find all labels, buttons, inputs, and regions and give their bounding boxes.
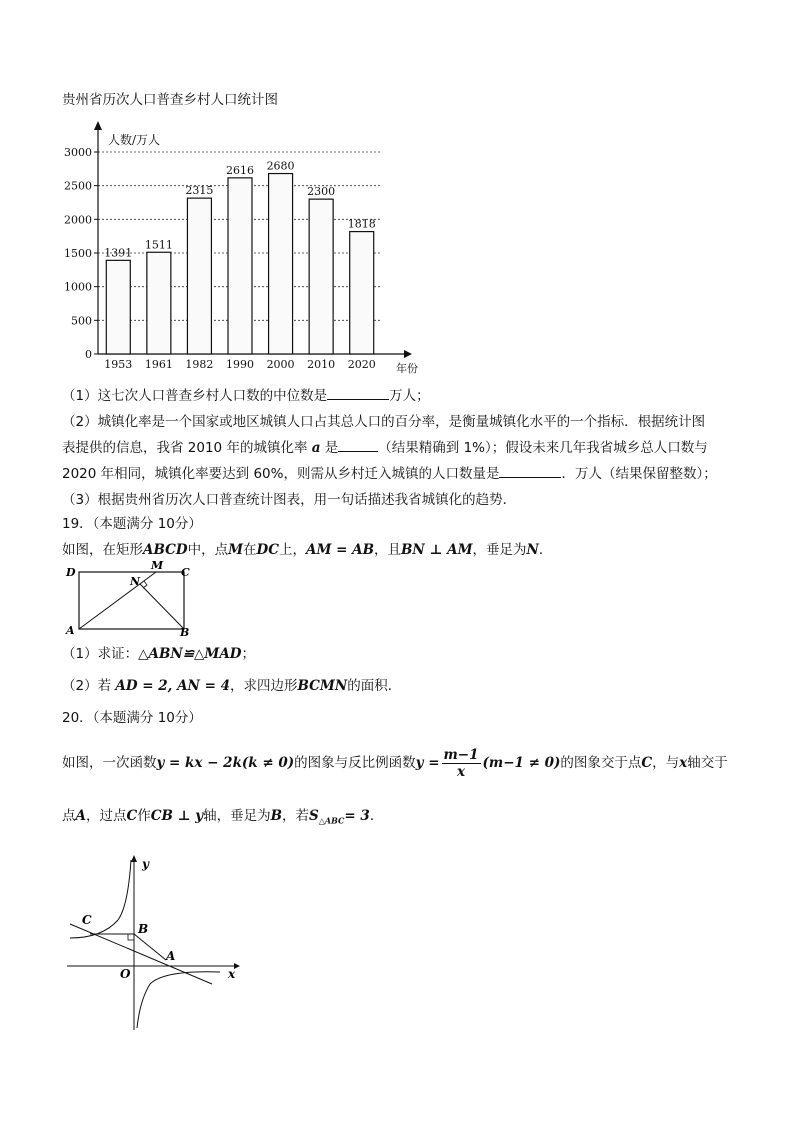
y-axis-label: 人数/万人	[108, 133, 161, 147]
x-tick-label: 2010	[307, 358, 336, 371]
rectangle-figure	[62, 560, 202, 640]
q18-part3: （3）根据贵州省历次人口普查统计图表，用一句话描述我省城镇化的趋势．	[62, 492, 517, 508]
q19-part1: （1）求证：△ABN≌△MAD；	[62, 646, 256, 662]
label-M: M	[151, 560, 164, 572]
q18-part2-line2: 表提供的信息，我省 2010 年的城镇化率 a 是 （结果精确到 1%）；假设未来几年我省城乡总人口数与	[62, 440, 708, 456]
label-D: D	[66, 566, 76, 579]
label-A: A	[66, 624, 75, 637]
answer-blank[interactable]	[499, 464, 561, 478]
x-tick-label: 2020	[347, 358, 376, 371]
q20-statement-line2: 点A，过点C作CB ⊥ y轴，垂足为B，若$S_{\triangle ABC}= 3$．	[62, 808, 384, 826]
q18-part1: （1）这七次人口普查乡村人口数的中位数是 万人；	[62, 388, 430, 404]
q19-part2: （2）若 AD = 2, AN = 4，求四边形BCMN的面积．	[62, 678, 402, 694]
y-tick-label: 1500	[64, 247, 92, 260]
x-tick-label: 2000	[266, 358, 295, 371]
answer-blank[interactable]	[338, 438, 378, 452]
y-tick-label: 500	[71, 314, 92, 328]
bar	[228, 178, 252, 354]
x-tick-label: 1961	[144, 358, 173, 371]
x-tick-label: 1990	[226, 358, 254, 371]
bar-value-label: 2300	[307, 185, 336, 199]
bar	[187, 198, 211, 354]
label-O: O	[120, 967, 131, 981]
y-tick-label: 3000	[64, 146, 92, 159]
bar	[106, 260, 130, 354]
q19-header: 19．（本题满分 10分）	[62, 516, 202, 532]
x-tick-label: 1982	[185, 358, 214, 371]
y-tick-label: 0	[85, 348, 92, 361]
y-axis-arrow	[94, 121, 102, 130]
q18-part2-line3: 2020 年相同，城镇化率要达到 60%，则需从乡村迁入城镇的人口数量是 ．万人（结果保留整数）；	[62, 466, 717, 482]
x-tick-label: 1953	[104, 358, 133, 371]
bar	[309, 199, 333, 354]
q19-statement: 如图，在矩形ABCD中，点M在DC上，AM = AB，且BN ⊥ AM，垂足为N．	[62, 542, 553, 558]
bar-value-label: 2315	[185, 184, 214, 198]
y-tick-label: 2500	[64, 179, 92, 193]
axis-label-x: x	[228, 967, 236, 981]
answer-blank[interactable]	[327, 386, 389, 400]
q20-statement-line1: 如图，一次函数y = kx − 2k(k ≠ 0)的图象与反比例函数y = $\frac{m-1}{x}$ (m−1 ≠ 0)的图象交于点C，与x轴交于	[62, 746, 728, 780]
bar-value-label: 1818	[347, 217, 376, 231]
y-tick-label: 1000	[64, 280, 92, 294]
axis-label-y: y	[142, 857, 149, 871]
label-B: B	[138, 922, 149, 936]
bar-value-label: 2616	[226, 163, 254, 177]
bar-value-label: 1391	[104, 246, 133, 260]
x-axis-arrow	[404, 350, 412, 358]
label-A: A	[166, 949, 176, 963]
bar	[350, 232, 374, 354]
bar-value-label: 2680	[266, 159, 295, 173]
bar	[269, 174, 293, 354]
y-tick-label: 2000	[64, 213, 92, 227]
q18-part2-line1: （2）城镇化率是一个国家或地区城镇人口占其总人口的百分率，是衡量城镇化水平的一个指标．根据统计图	[62, 414, 706, 430]
label-C: C	[181, 566, 190, 579]
function-graph-figure	[62, 850, 252, 1035]
label-C: C	[82, 913, 92, 927]
bar-chart	[60, 118, 420, 380]
bar	[147, 252, 171, 354]
q20-header: 20．（本题满分 10分）	[62, 710, 202, 726]
chart-title: 贵州省历次人口普查乡村人口统计图	[62, 92, 278, 108]
bar-value-label: 1511	[144, 238, 173, 252]
label-B: B	[180, 626, 190, 639]
x-axis-label: 年份	[396, 362, 418, 375]
label-N: N	[130, 575, 141, 588]
